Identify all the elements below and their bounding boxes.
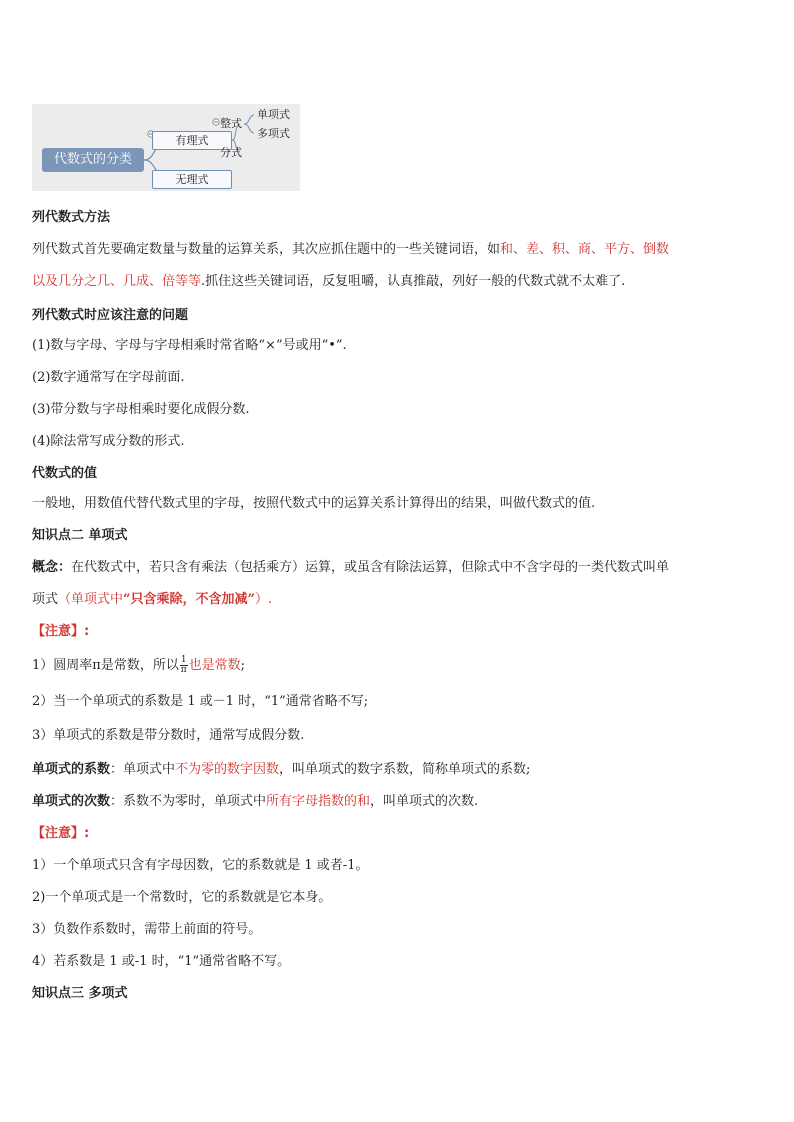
concept-text: 在代数式中，若只含有乘法（包括乘方）运算，或虽含有除法运算，但除式中不含字母的一类代数式叫单 <box>71 560 670 575</box>
concept-line-2 <box>32 590 762 610</box>
degree-text-a: ：系数不为零时，单项式中 <box>110 794 267 809</box>
mindmap-fractional: 分式 <box>220 146 242 159</box>
note2-item-3: 3）负数作系数时，需带上前面的符号。 <box>32 922 262 937</box>
section-title-polynomial: 知识点三 多项式 <box>32 986 128 1001</box>
degree-highlight: 所有字母指数的和 <box>266 794 371 809</box>
section-title-notes: 列代数式时应该注意的问题 <box>32 308 189 323</box>
method-line-2 <box>32 272 762 292</box>
note-item-1-end: ; <box>240 658 245 673</box>
method-line-1 <box>32 240 762 260</box>
mindmap-monomial: 单项式 <box>257 108 290 121</box>
method-keywords-2: 以及几分之几、几成、倍等等 <box>32 274 202 289</box>
note-item-1-a: 1）圆周率π是常数，所以 <box>32 658 179 673</box>
mindmap-root: 代数式的分类 <box>42 148 144 172</box>
value-text: 一般地，用数值代替代数式里的字母，按照代数式中的运算关系计算得出的结果，叫做代数式的值. <box>32 496 596 511</box>
coefficient-definition <box>32 760 762 780</box>
mindmap-irrational: 无理式 <box>152 170 232 189</box>
section-title-value: 代数式的值 <box>32 466 98 481</box>
section-title-method: 列代数式方法 <box>32 210 111 225</box>
note2-item-4: 4）若系数是 1 或-1 时，“1”通常省略不写。 <box>32 954 291 969</box>
notes-item-2: (2)数字通常写在字母前面. <box>32 370 185 385</box>
fraction-denominator: π <box>180 665 187 675</box>
notes-item-1: (1)数与字母、字母与字母相乘时常省略“×”号或用“•”. <box>32 338 347 353</box>
coefficient-label: 单项式的系数 <box>32 762 111 777</box>
section-title-monomial: 知识点二 单项式 <box>32 528 128 543</box>
note-item-1-highlight: 也是常数 <box>188 658 241 673</box>
concept-highlight: “只含乘除，不含加减” <box>123 592 255 607</box>
note2-item-2: 2)一个单项式是一个常数时，它的系数就是它本身。 <box>32 890 332 905</box>
method-keywords-1: 和、差、积、商、平方、倒数 <box>500 242 670 257</box>
note-item-1 <box>32 656 762 676</box>
concept-line-1 <box>32 558 762 578</box>
mindmap-integral: 整式 <box>220 117 242 130</box>
coefficient-text-a: ：单项式中 <box>110 762 176 777</box>
notes-item-4: (4)除法常写成分数的形式. <box>32 434 185 449</box>
note-label-2: 【注意】: <box>32 826 90 841</box>
method-text-b: .抓住这些关键词语，反复咀嚼，认真推敲，列好一般的代数式就不太难了. <box>201 274 626 289</box>
note2-item-1: 1）一个单项式只含有字母因数，它的系数就是 1 或者-1。 <box>32 858 369 873</box>
concept-paren-open: （单项式中 <box>58 592 124 607</box>
concept-text-end: 项式 <box>32 592 59 607</box>
classification-mindmap <box>32 104 300 191</box>
concept-paren-close: ）. <box>255 592 273 607</box>
mindmap-rational: 有理式 <box>152 131 232 150</box>
degree-definition <box>32 792 762 812</box>
concept-label: 概念： <box>32 560 72 575</box>
one-over-pi-fraction <box>180 656 188 675</box>
notes-item-3: (3)带分数与字母相乘时要化成假分数. <box>32 402 250 417</box>
degree-text-b: ，叫单项式的次数. <box>370 794 479 809</box>
note-item-2: 2）当一个单项式的系数是 1 或－1 时，“1”通常省略不写; <box>32 694 369 709</box>
fraction-numerator: 1 <box>180 655 187 665</box>
degree-label: 单项式的次数 <box>32 794 111 809</box>
coefficient-highlight: 不为零的数字因数 <box>175 762 280 777</box>
method-text-a: 列代数式首先要确定数量与数量的运算关系，其次应抓住题中的一些关键词语，如 <box>32 242 501 257</box>
coefficient-text-b: ，叫单项式的数字系数，简称单项式的系数; <box>279 762 531 777</box>
note-label-1: 【注意】: <box>32 624 90 639</box>
mindmap-polynomial: 多项式 <box>257 127 290 140</box>
note-item-3: 3）单项式的系数是带分数时，通常写成假分数. <box>32 728 305 743</box>
